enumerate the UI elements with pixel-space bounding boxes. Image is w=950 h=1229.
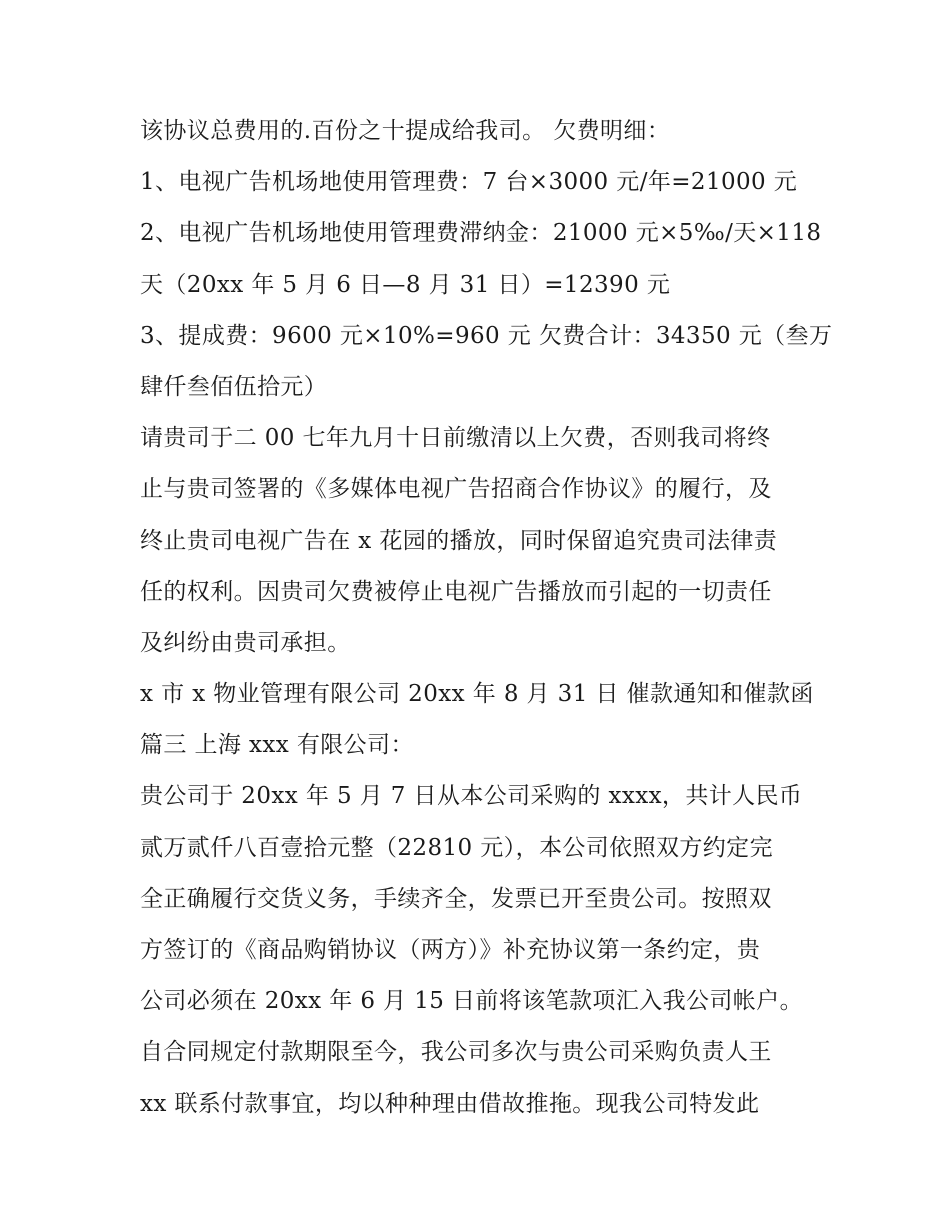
text-line-5: 3、提成费：9600 元×10%=960 元 欠费合计：34350 元（叁万: [140, 322, 833, 349]
text-line-11: 及纠纷由贵司承担。: [140, 629, 351, 656]
text-line-3: 2、电视广告机场地使用管理费滞纳金：21000 元×5‰/天×118: [140, 220, 822, 247]
text-line-15: 贰万贰仟八百壹拾元整（22810 元），本公司依照双方约定完: [140, 834, 773, 861]
text-line-19: 自合同规定付款期限至今，我公司多次与贵公司采购负责人王: [140, 1039, 772, 1066]
text-line-12: x 市 x 物业管理有限公司 20xx 年 8 月 31 日 催款通知和催款函: [140, 681, 814, 708]
text-line-6: 肆仟叁佰伍拾元）: [140, 373, 328, 400]
text-line-17: 方签订的《商品购销协议（两方）》补充协议第一条约定，贵: [140, 937, 761, 963]
text-line-10: 任的权利。因贵司欠费被停止电视广告播放而引起的一切责任: [140, 578, 772, 605]
text-line-8: 止与贵司签署的《多媒体电视广告招商合作协议》的履行，及: [140, 476, 772, 503]
text-line-7: 请贵司于二 00 七年九月十日前缴清以上欠费，否则我司将终: [140, 425, 771, 452]
text-line-20: xx 联系付款事宜，均以种种理由借故推拖。现我公司特发此: [140, 1090, 760, 1117]
document-page: [140, 106, 833, 1130]
text-line-1: 该协议总费用的.百份之十提成给我司。 欠费明细：: [140, 118, 671, 144]
text-line-16: 全正确履行交货义务，手续齐全，发票已开至贵公司。按照双: [140, 885, 772, 912]
text-line-9: 终止贵司电视广告在 x 花园的播放，同时保留追究贵司法律责: [140, 527, 778, 554]
text-line-13: 篇三 上海 xxx 有限公司：: [140, 732, 414, 759]
text-line-4: 天（20xx 年 5 月 6 日—8 月 31 日）=12390 元: [140, 271, 671, 298]
text-line-18: 公司必须在 20xx 年 6 月 15 日前将该笔款项汇入我公司帐户。: [140, 988, 803, 1015]
text-line-14: 贵公司于 20xx 年 5 月 7 日从本公司采购的 xxxx，共计人民币: [140, 783, 803, 810]
text-line-2: 1、电视广告机场地使用管理费：7 台×3000 元/年=21000 元: [140, 169, 798, 196]
